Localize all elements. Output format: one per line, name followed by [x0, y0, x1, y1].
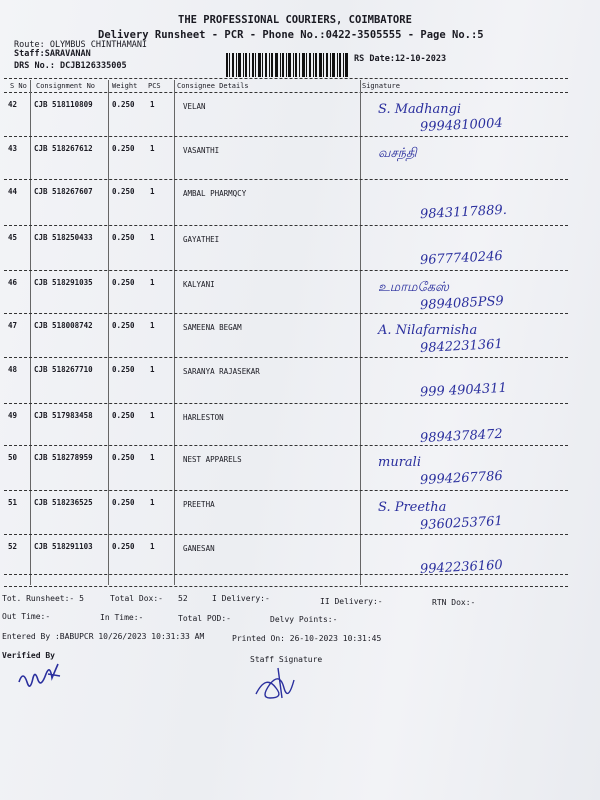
row-signature-name: வசந்தி	[378, 146, 417, 161]
row-signature-phone: 9894378472	[419, 426, 504, 447]
row-signature-phone: 9942236160	[419, 557, 504, 578]
row-consignment-no: CJB 518291035	[34, 278, 93, 287]
row-consignment-no: CJB 518110809	[34, 100, 93, 109]
row-pcs: 1	[150, 278, 155, 287]
row-separator	[4, 179, 568, 180]
row-signature-phone: 9994267786	[419, 468, 504, 489]
row-consignment-no: CJB 518267612	[34, 144, 93, 153]
col-divider	[108, 80, 109, 585]
row-consignment-no: CJB 517983458	[34, 411, 93, 420]
row-consignee: GANESAN	[183, 544, 215, 553]
row-sno: 45	[8, 233, 18, 242]
row-separator	[4, 313, 568, 314]
row-consignment-no: CJB 518250433	[34, 233, 93, 242]
row-signature-name: A. Nilafarnisha	[378, 323, 478, 338]
row-consignee: PREETHA	[183, 500, 215, 509]
row-signature-phone: 999 4904311	[419, 380, 508, 401]
row-separator	[4, 534, 568, 535]
header-rule-top	[4, 78, 568, 79]
row-pcs: 1	[150, 411, 155, 420]
row-weight: 0.250	[112, 278, 135, 287]
row-sno: 51	[8, 498, 18, 507]
row-sno: 42	[8, 100, 18, 109]
col-divider	[174, 80, 175, 585]
row-pcs: 1	[150, 321, 155, 330]
row-sno: 43	[8, 144, 18, 153]
row-separator	[4, 270, 568, 271]
row-weight: 0.250	[112, 498, 135, 507]
entered-by: Entered By :BABUPCR 10/26/2023 10:31:33 AM	[2, 632, 205, 641]
runsheet-title: Delivery Runsheet - PCR - Phone No.:0422-3505555 - Page No.:5	[98, 29, 484, 41]
row-consignment-no: CJB 518291103	[34, 542, 93, 551]
out-time: Out Time:-	[2, 612, 51, 621]
row-consignment-no: CJB 518267710	[34, 365, 93, 374]
row-separator	[4, 225, 568, 226]
row-signature-phone: 9894085PS9	[419, 293, 505, 314]
row-pcs: 1	[150, 542, 155, 551]
row-consignee: AMBAL PHARMQCY	[183, 189, 247, 198]
col-divider	[360, 80, 361, 585]
row-weight: 0.250	[112, 144, 135, 153]
row-separator	[4, 445, 568, 446]
row-signature-name: murali	[378, 455, 421, 470]
row-pcs: 1	[150, 498, 155, 507]
staff-signature-scribble	[248, 664, 308, 704]
rs-date: RS Date:12-10-2023	[354, 54, 447, 64]
row-pcs: 1	[150, 144, 155, 153]
col-sno: S No	[10, 82, 27, 90]
row-weight: 0.250	[112, 365, 135, 374]
row-consignee: NEST APPARELS	[183, 455, 242, 464]
row-consignee: GAYATHEI	[183, 235, 220, 244]
route-label: Route: OLYMBUS CHINTHAMANI	[14, 40, 148, 50]
row-pcs: 1	[150, 100, 155, 109]
tot-runsheet: Tot. Runsheet:- 5	[2, 594, 84, 603]
row-consignee: HARLESTON	[183, 413, 224, 422]
row-sno: 52	[8, 542, 18, 551]
row-signature-name: S. Preetha	[378, 500, 447, 515]
row-weight: 0.250	[112, 542, 135, 551]
barcode-image	[226, 53, 348, 77]
col-consignee: Consignee Details	[177, 82, 249, 90]
row-consignee: SAMEENA BEGAM	[183, 323, 242, 332]
row-consignment-no: CJB 518267607	[34, 187, 93, 196]
row-separator	[4, 403, 568, 404]
row-consignee: KALYANI	[183, 280, 215, 289]
row-weight: 0.250	[112, 411, 135, 420]
row-signature-phone: 9843117889.	[419, 202, 508, 223]
row-separator	[4, 490, 568, 491]
total-dox-label: Total Dox:-	[110, 594, 163, 603]
row-sno: 44	[8, 187, 18, 196]
i-delivery: I Delivery:-	[212, 594, 270, 603]
row-sno: 46	[8, 278, 18, 287]
ii-delivery: II Delivery:-	[320, 597, 383, 606]
row-signature-phone: 9994810004	[419, 115, 504, 136]
col-pcs: PCS	[148, 82, 161, 90]
row-pcs: 1	[150, 365, 155, 374]
row-sno: 47	[8, 321, 18, 330]
verified-by-label: Verified By	[2, 651, 55, 660]
row-signature-phone: 9842231361	[419, 336, 504, 357]
row-separator	[4, 574, 568, 575]
row-signature-name: உமாமகேஸ்	[378, 280, 450, 295]
row-sno: 50	[8, 453, 18, 462]
row-weight: 0.250	[112, 187, 135, 196]
row-consignee: VELAN	[183, 102, 206, 111]
row-sno: 48	[8, 365, 18, 374]
staff-signature-label: Staff Signature	[250, 655, 323, 664]
table-bottom-rule	[4, 586, 568, 587]
row-pcs: 1	[150, 187, 155, 196]
row-sno: 49	[8, 411, 18, 420]
row-separator	[4, 357, 568, 358]
row-consignee: SARANYA RAJASEKAR	[183, 367, 260, 376]
row-separator	[4, 136, 568, 137]
row-signature-name: S. Madhangi	[378, 102, 462, 117]
staff-label: Staff:SARAVANAN	[14, 49, 91, 59]
row-weight: 0.250	[112, 453, 135, 462]
header-rule-bottom	[4, 92, 568, 93]
drs-number: DRS No.: DCJB126335005	[14, 61, 127, 71]
row-consignee: VASANTHI	[183, 146, 220, 155]
col-weight: Weight	[112, 82, 138, 90]
row-consignment-no: CJB 518008742	[34, 321, 93, 330]
row-pcs: 1	[150, 453, 155, 462]
row-weight: 0.250	[112, 233, 135, 242]
total-dox-value: 52	[178, 594, 188, 603]
col-divider	[30, 80, 31, 585]
row-pcs: 1	[150, 233, 155, 242]
total-pod: Total POD:-	[178, 614, 231, 623]
row-consignment-no: CJB 518236525	[34, 498, 93, 507]
row-signature-phone: 9360253761	[419, 513, 504, 534]
row-weight: 0.250	[112, 321, 135, 330]
row-weight: 0.250	[112, 100, 135, 109]
printed-on: Printed On: 26-10-2023 10:31:45	[232, 634, 382, 643]
row-consignment-no: CJB 518278959	[34, 453, 93, 462]
verified-signature-scribble	[14, 660, 74, 700]
col-signature: Signature	[362, 82, 400, 90]
in-time: In Time:-	[100, 613, 144, 622]
col-consignment: Consignment No	[36, 82, 96, 90]
row-signature-phone: 9677740246	[419, 248, 504, 269]
delvy-points: Delvy Points:-	[270, 615, 338, 624]
rtn-dox: RTN Dox:-	[432, 598, 476, 607]
company-name: THE PROFESSIONAL COURIERS, COIMBATORE	[178, 14, 412, 26]
